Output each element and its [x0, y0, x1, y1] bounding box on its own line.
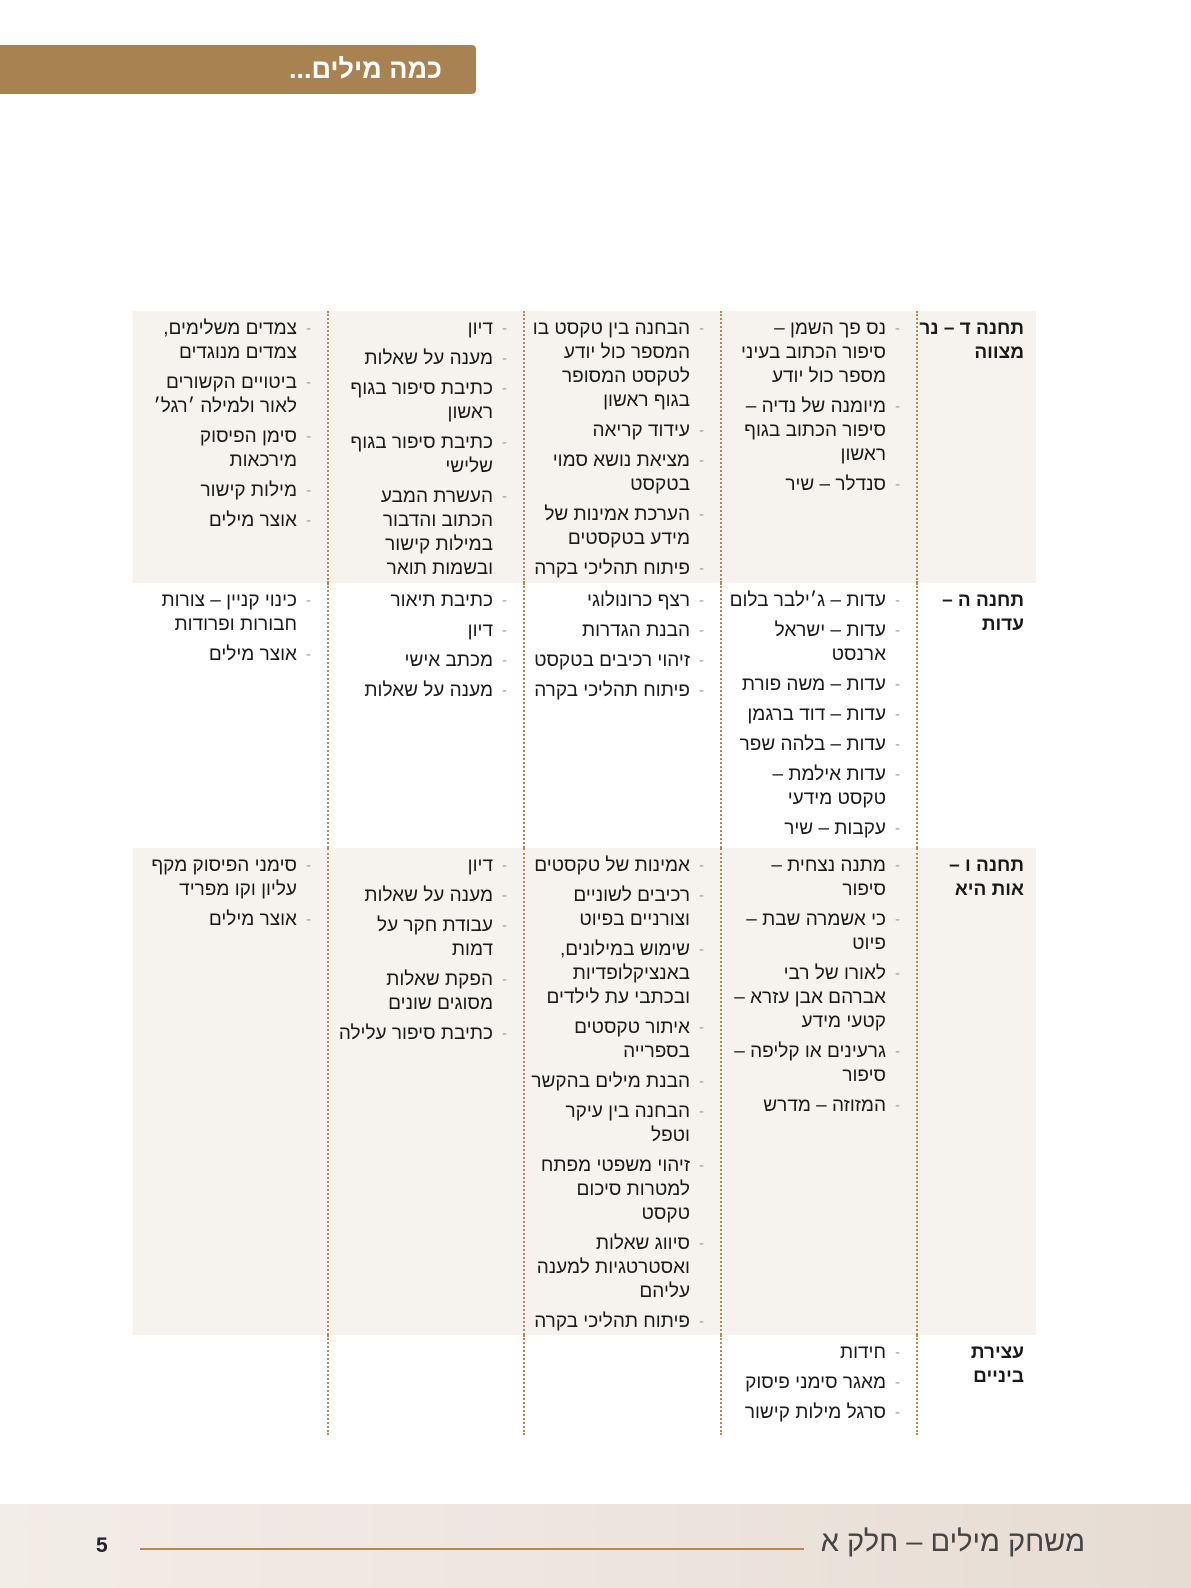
list-item: - כי אשמרה שבת – פיוט — [728, 908, 900, 956]
list-item: - רצף כרונולוגי — [531, 589, 704, 613]
footer-title: משחק מילים – חלק א — [820, 1526, 1085, 1558]
list-item: - הבנת הגדרות — [531, 619, 704, 643]
cell-writing-skills — [329, 848, 525, 1335]
list-item: - כתיבת סיפור בגוף שלישי — [335, 431, 507, 479]
list-item: - דיון — [335, 317, 507, 341]
list-item: - העשרת המבע הכתוב והדבור במילות קישור ובשמות תואר — [335, 485, 507, 581]
cell-language — [133, 1335, 329, 1435]
cell-writing-skills — [329, 583, 525, 848]
list-item: - סימני הפיסוק מקף עליון וקו מפריד — [139, 854, 311, 902]
list-item: - עדות – משה פורת — [728, 673, 900, 697]
list-item: - צמדים משלימים, צמדים מנוגדים — [139, 317, 311, 365]
list-item: - מתנה נצחית – סיפור — [728, 854, 900, 902]
list-item: - אוצר מילים — [139, 509, 311, 533]
list-item: - זיהוי משפטי מפתח למטרות סיכום טקסט — [531, 1154, 704, 1226]
section-header-title: כמה מילים... — [288, 54, 442, 84]
list-item: - מאגר סימני פיסוק — [728, 1371, 900, 1395]
section-header-tab — [0, 45, 476, 94]
list-item: - מענה על שאלות — [335, 679, 507, 703]
list-item: - הערכת אמינות של מידע בטקסטים — [531, 503, 704, 551]
row-title: תחנה ד – נר מצווה — [919, 318, 1024, 363]
list-item: - הבנת מילים בהקשר — [531, 1070, 704, 1094]
cell-reading-skills — [525, 1335, 722, 1435]
cell-language — [133, 311, 329, 583]
table-row — [133, 1335, 1036, 1435]
cell-reading-skills — [525, 848, 722, 1335]
list-item: - מענה על שאלות — [335, 884, 507, 908]
list-item: - גרעינים או קליפה – סיפור — [728, 1040, 900, 1088]
list-item: - אוצר מילים — [139, 908, 311, 932]
list-item: - עדות אילמת – טקסט מידעי — [728, 763, 900, 811]
list-item: - זיהוי רכיבים בטקסט — [531, 649, 704, 673]
list-item: - פיתוח תהליכי בקרה — [531, 679, 704, 703]
list-item: - מכתב אישי — [335, 649, 507, 673]
list-item: - הבחנה בין עיקר וטפל — [531, 1100, 704, 1148]
list-item: - הפקת שאלות מסוגים שונים — [335, 968, 507, 1016]
table-row — [133, 311, 1036, 583]
row-title: תחנה ה – עדות — [942, 590, 1024, 635]
list-item: - דיון — [335, 854, 507, 878]
list-item: - כתיבת סיפור עלילה — [335, 1022, 507, 1046]
list-item: - איתור טקסטים בספרייה — [531, 1016, 704, 1064]
list-item: - רכיבים לשוניים וצורניים בפיוט — [531, 884, 704, 932]
list-item: - שימוש במילונים, באנציקלופדיות ובכתבי עת לילדים — [531, 938, 704, 1010]
list-item: - מענה על שאלות — [335, 347, 507, 371]
cell-texts — [722, 848, 918, 1335]
cell-texts — [722, 1335, 918, 1435]
list-item: - כתיבת תיאור — [335, 589, 507, 613]
list-item: - עבודת חקר על דמות — [335, 914, 507, 962]
cell-language — [133, 583, 329, 848]
list-item: - עידוד קריאה — [531, 419, 704, 443]
list-item: - נס פך השמן – סיפור הכתוב בעיני מספר כול יודע — [728, 317, 900, 389]
list-item: - פיתוח תהליכי בקרה — [531, 1310, 704, 1334]
list-item: - אוצר מילים — [139, 643, 311, 667]
list-item: - הבחנה בין טקסט בו המספר כול יודע לטקסט המסופר בגוף ראשון — [531, 317, 704, 413]
list-item: - סימן הפיסוק מירכאות — [139, 425, 311, 473]
page-footer — [0, 1504, 1191, 1588]
list-item: - עדות – דוד ברגמן — [728, 703, 900, 727]
cell-writing-skills — [329, 1335, 525, 1435]
table-row — [133, 848, 1036, 1335]
list-item: - פיתוח תהליכי בקרה — [531, 557, 704, 581]
list-item: - אמינות של טקסטים — [531, 854, 704, 878]
list-item: - סרגל מילות קישור — [728, 1401, 900, 1425]
list-item: - חידות — [728, 1341, 900, 1365]
list-item: - מילות קישור — [139, 479, 311, 503]
list-item: - מציאת נושא סמוי בטקסט — [531, 449, 704, 497]
table-row — [133, 583, 1036, 848]
list-item: - כתיבת סיפור בגוף ראשון — [335, 377, 507, 425]
cell-texts — [722, 583, 918, 848]
list-item: - מיומנה של נדיה – סיפור הכתוב בגוף ראשון — [728, 395, 900, 467]
footer-divider — [140, 1548, 804, 1550]
list-item: - עדות – ג׳ילבר בלום — [728, 589, 900, 613]
list-item: - ביטויים הקשורים לאור ולמילה ׳רגל׳ — [139, 371, 311, 419]
list-item: - לאורו של רבי אברהם אבן עזרא – קטעי מידע — [728, 962, 900, 1034]
cell-texts — [722, 311, 918, 583]
list-item: - סיווג שאלות ואסטרטגיות למענה עליהם — [531, 1232, 704, 1304]
list-item: - המזוזה – מדרש — [728, 1094, 900, 1118]
cell-reading-skills — [525, 583, 722, 848]
page-number: 5 — [96, 1534, 108, 1557]
list-item: - דיון — [335, 619, 507, 643]
cell-writing-skills — [329, 311, 525, 583]
list-item: - כינוי קניין – צורות חבורות ופרודות — [139, 589, 311, 637]
row-title: עצירת ביניים — [970, 1342, 1024, 1387]
list-item: - עדות – ישראל ארנסט — [728, 619, 900, 667]
cell-reading-skills — [525, 311, 722, 583]
curriculum-table — [133, 311, 1036, 1435]
row-title: תחנה ו – אות היא — [949, 855, 1024, 900]
list-item: - עדות – בלהה שפר — [728, 733, 900, 757]
list-item: - סנדלר – שיר — [728, 473, 900, 497]
cell-language — [133, 848, 329, 1335]
list-item: - עקבות – שיר — [728, 817, 900, 841]
